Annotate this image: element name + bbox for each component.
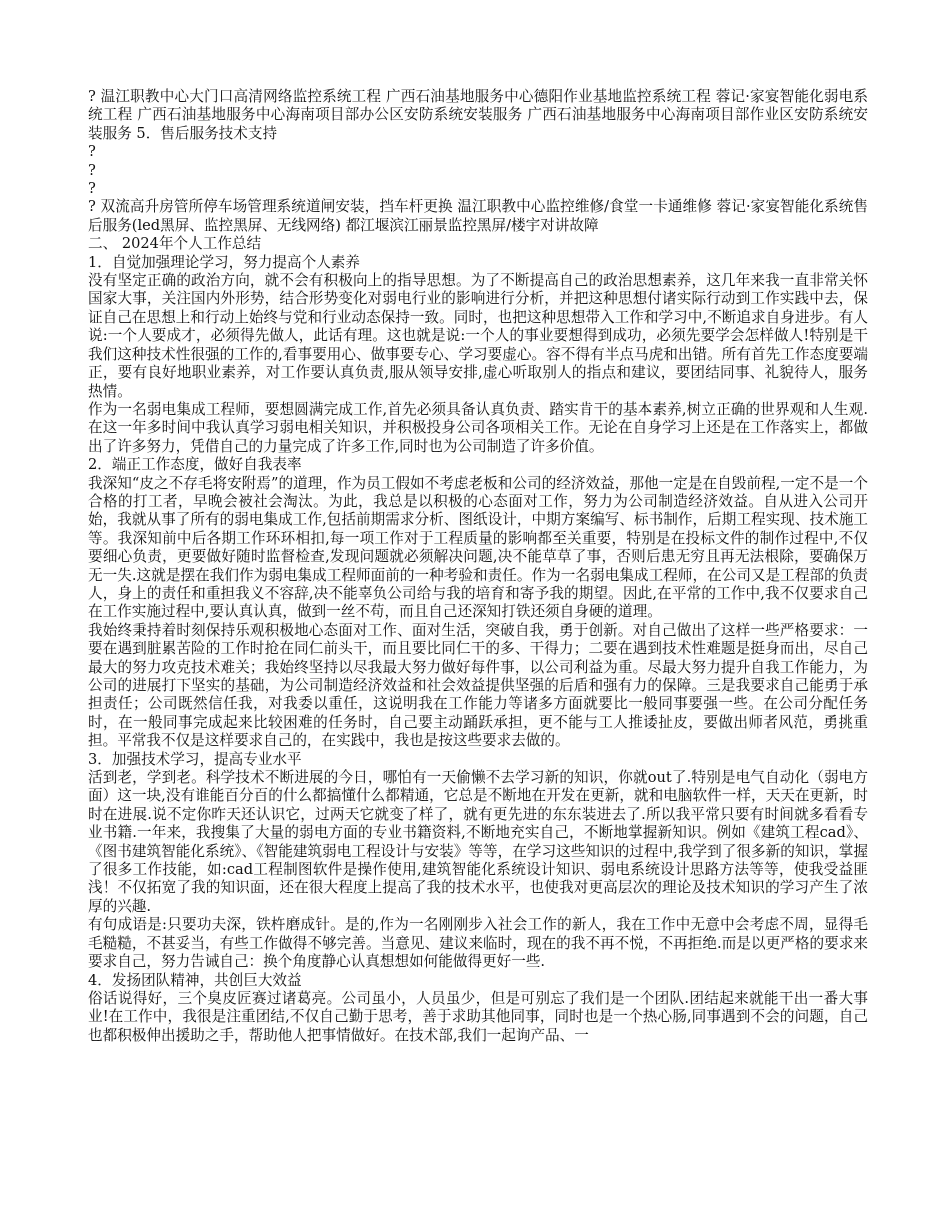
- section-heading: 二、 2024年个人工作总结: [88, 235, 262, 253]
- paragraph: 我深知“皮之不存毛将安附焉”的道理，作为员工假如不考虑老板和公司的经济效益，那他一定是在自毁前程,一定不是一个合格的打工者，早晚会被社会淘汰。为此，我总是以积极的心态面对工作，努力为公司制造经济效益。自从进入公司开始，我就从事了所有的弱电集成工作,包括前期需求分析、图纸设计，中期方案编写、标书制作，后期工程实现、技术施工等。我深知前中后各期工作环环相扣,每一项工作对于工程质量的影响都至关重要，特别是在投标文件的制作过程中,不仅要细心负责，更要做好随时监督检查,发现问题就必须解决问题,决不能草草了事，否则后患无穷且再无法根除，要确保万无一失.这就是摆在我们作为弱电集成工程师面前的一种考验和责任。作为一名弱电集成工程师，在公司又是工程部的负责人，身上的责任和重担我义不容辞,决不能辜负公司给与我的培育和寄予我的期望。因此,在平常的工作中,我不仅要求自己在工作实施过程中,要认真认真，做到一丝不苟，而且自己还深知打铁还须自身硬的道理。: [88, 474, 868, 621]
- subsection-heading: 4．发扬团队精神，共创巨大效益: [88, 971, 302, 989]
- subsection-heading: 3．加强技术学习，提高专业水平: [88, 750, 302, 768]
- subsection-heading: 2．端正工作态度，做好自我表率: [88, 456, 302, 474]
- paragraph: 俗话说得好，三个臭皮匠赛过诸葛亮。公司虽小，人员虽少，但是可别忘了我们是一个团队.团结起来就能干出一番大事业!在工作中，我很是注重团结,不仅自己勤于思考，善于求助其他同事，同时也是一个热心肠,同事遇到不会的问题，自己也都积极伸出援助之手，帮助他人把事情做好。在技术部,我们一起询产品、一: [88, 989, 868, 1044]
- intro-line: ?: [88, 180, 96, 198]
- paragraph: 没有坚定正确的政治方向，就不会有积极向上的指导思想。为了不断提高自己的政治思想素养，这几年来我一直非常关怀国家大事，关注国内外形势，结合形势变化对弱电行业的影响进行分析，并把这种思想付诸实际行动到工作实践中去，保证自己在思想上和行动上始终与党和行业动态保持一致。同时，也把这种思想带入工作和学习中,不断追求自身进步。有人说:一个人要成才，必须得先做人，此话有理。这也就是说:一个人的事业要想得到成功，必须先要学会怎样做人!特别是干我们这种技术性很强的工作的,看事要用心、做事要专心、学习要虚心。容不得有半点马虎和出错。所有首先工作态度要端正，要有良好地职业素养，对工作要认真负责,服从领导安排,虚心听取别人的指点和建议，要团结同事、礼貌待人，服务热情。: [88, 272, 868, 400]
- paragraph: 我始终秉持着时刻保持乐观积极地心态面对工作、面对生活，突破自我，勇于创新。对自己做出了这样一些严格要求：一要在遇到脏累苦险的工作时抢在同仁前头干，而且要比同仁干的多、干得力；二要在遇到技术性难题是挺身而出，尽自己最大的努力攻克技术难关；我始终坚持以尽我最大努力做好每件事，以公司利益为重。尽最大努力提升自我工作能力，为公司的进展打下坚实的基础，为公司制造经济效益和社会效益提供坚强的后盾和强有力的保障。三是我要求自己能勇于承担责任；公司既然信任我，对我委以重任，这说明我在工作能力等诸多方面就要比一般同事要强一些。在公司分配任务时，在一般同事完成起来比较困难的任务时，自己要主动踊跃承担，更不能与工人推诿扯皮，要做出师者风范，勇挑重担。平常我不仅是这样要求自己的，在实践中，我也是按这些要求去做的。: [88, 621, 868, 750]
- subsection-heading: 1．自觉加强理论学习，努力提高个人素养: [88, 253, 360, 271]
- intro-line: ? 温江职教中心大门口高清网络监控系统工程 广西石油基地服务中心德阳作业基地监控系统工程 蓉记·家宴智能化弱电系统工程 广西石油基地服务中心海南项目部办公区安防系统安装服务 广西石油基地服务中心海南项目部作业区安防系统安装服务 5．售后服务技术支持: [88, 88, 868, 142]
- paragraph: 作为一名弱电集成工程师，要想圆满完成工作,首先必须具备认真负责、踏实肯干的基本素养,树立正确的世界观和人生观.在这一年多时间中我认真学习弱电相关知识，并积极投身公司各项相关工作。无论在自身学习上还是在工作落实上，都做出了许多努力，凭借自己的力量完成了许多工作,同时也为公司制造了许多价值。: [88, 400, 868, 455]
- paragraph: 活到老，学到老。科学技术不断进展的今日，哪怕有一天偷懒不去学习新的知识，你就out了.特别是电气自动化（弱电方面）这一块,没有谁能百分百的什么都搞懂什么都精通，它总是不断地在开发在更新，就和电脑软件一样，天天在更新，时时在进展.说不定你昨天还认识它，过两天它就变了样了，就有更先进的东东装进去了.所以我平常只要有时间就多看看专业书籍.一年来，我搜集了大量的弱电方面的专业书籍资料,不断地充实自己，不断地掌握新知识。例如《建筑工程cad》、《图书建筑智能化系统》、《智能建筑弱电工程设计与安装》等等，在学习这些知识的过程中,我学到了很多新的知识，掌握了很多工作技能，如:cad工程制图软件是操作使用,建筑智能化系统设计知识、弱电系统设计思路方法等等，使我受益匪浅！不仅拓宽了我的知识面，还在很大程度上提高了我的技术水平，也使我对更高层次的理论及技术知识的学习产生了浓厚的兴趣.: [88, 769, 868, 915]
- document-page: [88, 88, 868, 1045]
- intro-line: ?: [88, 143, 96, 161]
- intro-line: ?: [88, 161, 96, 179]
- paragraph: 有句成语是:只要功夫深，铁杵磨成针。是的,作为一名刚刚步入社会工作的新人，我在工作中无意中会考虑不周，显得毛毛糙糙，不甚妥当，有些工作做得不够完善。当意见、建议来临时，现在的我不再不悦，不再拒绝.而是以更严格的要求来要求自己，努力告诫自己：换个角度静心认真想想如何能做得更好一些.: [88, 916, 868, 971]
- intro-line: ? 双流高升房管所停车场管理系统道闸安装，挡车杆更换 温江职教中心监控维修/食堂一卡通维修 蓉记·家宴智能化系统售后服务(led黑屏、监控黑屏、无线网络) 都江堰滨江丽景监控黑屏/楼宇对讲故障: [88, 198, 868, 234]
